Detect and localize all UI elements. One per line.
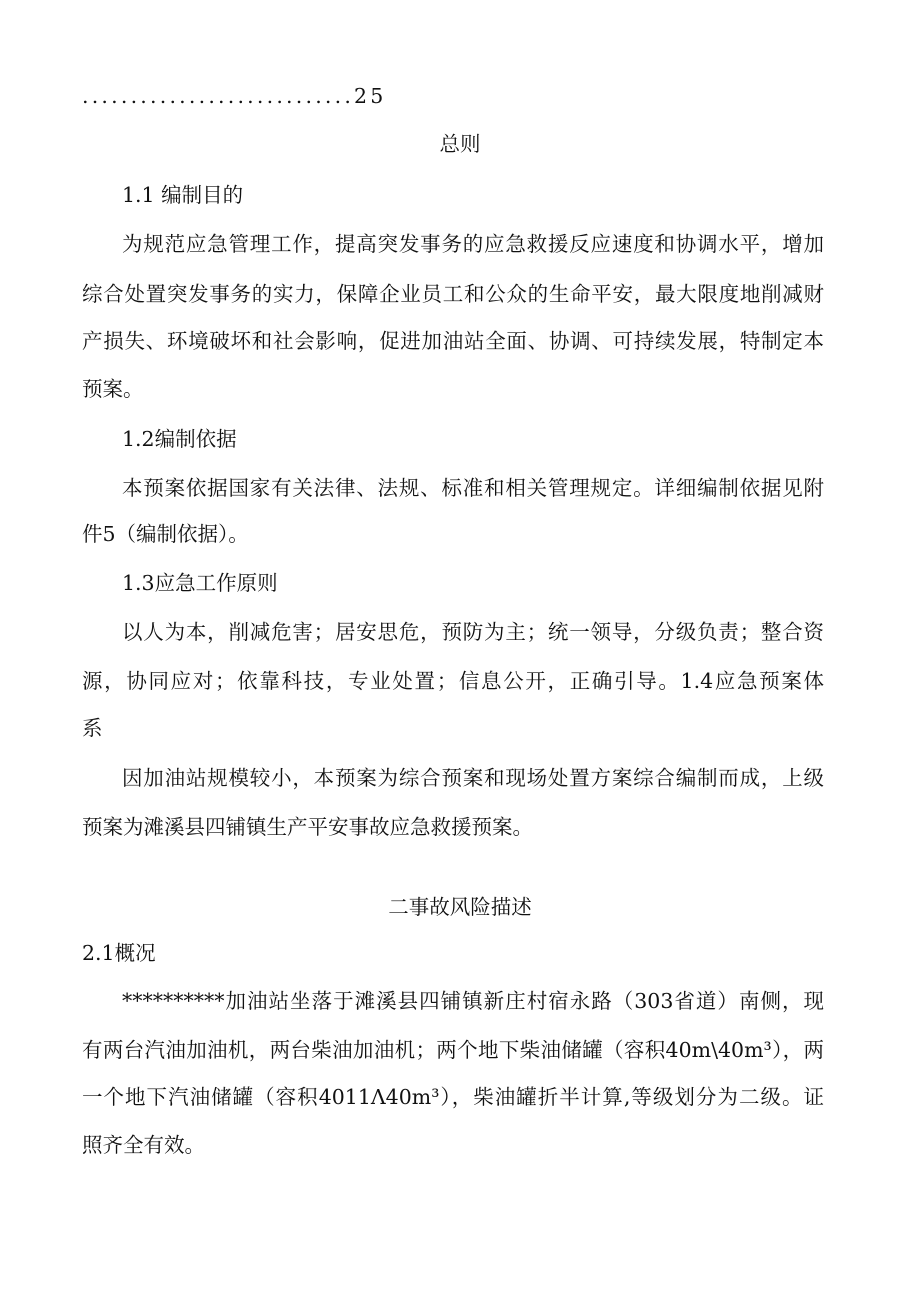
general-heading: 总则 bbox=[439, 132, 481, 156]
section-1-2-title: 1.2编制依据 bbox=[122, 427, 237, 451]
paragraph-line: 件5（编制依据）。 bbox=[82, 522, 249, 546]
paragraph-line: 一个地下汽油储罐（容积4011Λ40m³），柴油罐折半计算,等级划分为二级。证 bbox=[82, 1085, 824, 1109]
paragraph-line: 综合处置突发事务的实力，保障企业员工和公众的生命平安，最大限度地削减财 bbox=[82, 282, 824, 306]
paragraph-line: 因加油站规模较小，本预案为综合预案和现场处置方案综合编制而成，上级 bbox=[122, 766, 824, 790]
paragraph-line: 系 bbox=[82, 716, 103, 740]
paragraph-line: 产损失、环境破坏和社会影响，促进加油站全面、协调、可持续发展，特制定本 bbox=[82, 329, 824, 353]
paragraph-line: 为规范应急管理工作，提高突发事务的应急救援反应速度和协调水平，增加 bbox=[122, 232, 824, 256]
risk-heading: 二事故风险描述 bbox=[388, 895, 532, 919]
section-1-3-title: 1.3应急工作原则 bbox=[122, 571, 278, 595]
paragraph-line: 以人为本，削减危害；居安思危，预防为主；统一领导，分级负责；整合资 bbox=[122, 620, 824, 644]
paragraph-line: **********加油站坐落于滩溪县四铺镇新庄村宿永路（303省道）南侧，现 bbox=[122, 989, 824, 1013]
toc-line: ............................25 bbox=[82, 84, 387, 108]
paragraph-line: 源，协同应对；依靠科技，专业处置；信息公开，正确引导。1.4应急预案体 bbox=[82, 669, 824, 693]
paragraph-line: 有两台汽油加油机，两台柴油加油机；两个地下柴油储罐（容积40m\40m³），两 bbox=[82, 1038, 824, 1062]
section-1-1-title: 1.1 编制目的 bbox=[122, 183, 244, 207]
paragraph-line: 预案为滩溪县四铺镇生产平安事故应急救援预案。 bbox=[82, 815, 533, 839]
section-2-1-title: 2.1概况 bbox=[82, 941, 156, 965]
paragraph-line: 照齐全有效。 bbox=[82, 1133, 205, 1157]
paragraph-line: 本预案依据国家有关法律、法规、标准和相关管理规定。详细编制依据见附 bbox=[122, 476, 824, 500]
paragraph-line: 预案。 bbox=[82, 377, 144, 401]
